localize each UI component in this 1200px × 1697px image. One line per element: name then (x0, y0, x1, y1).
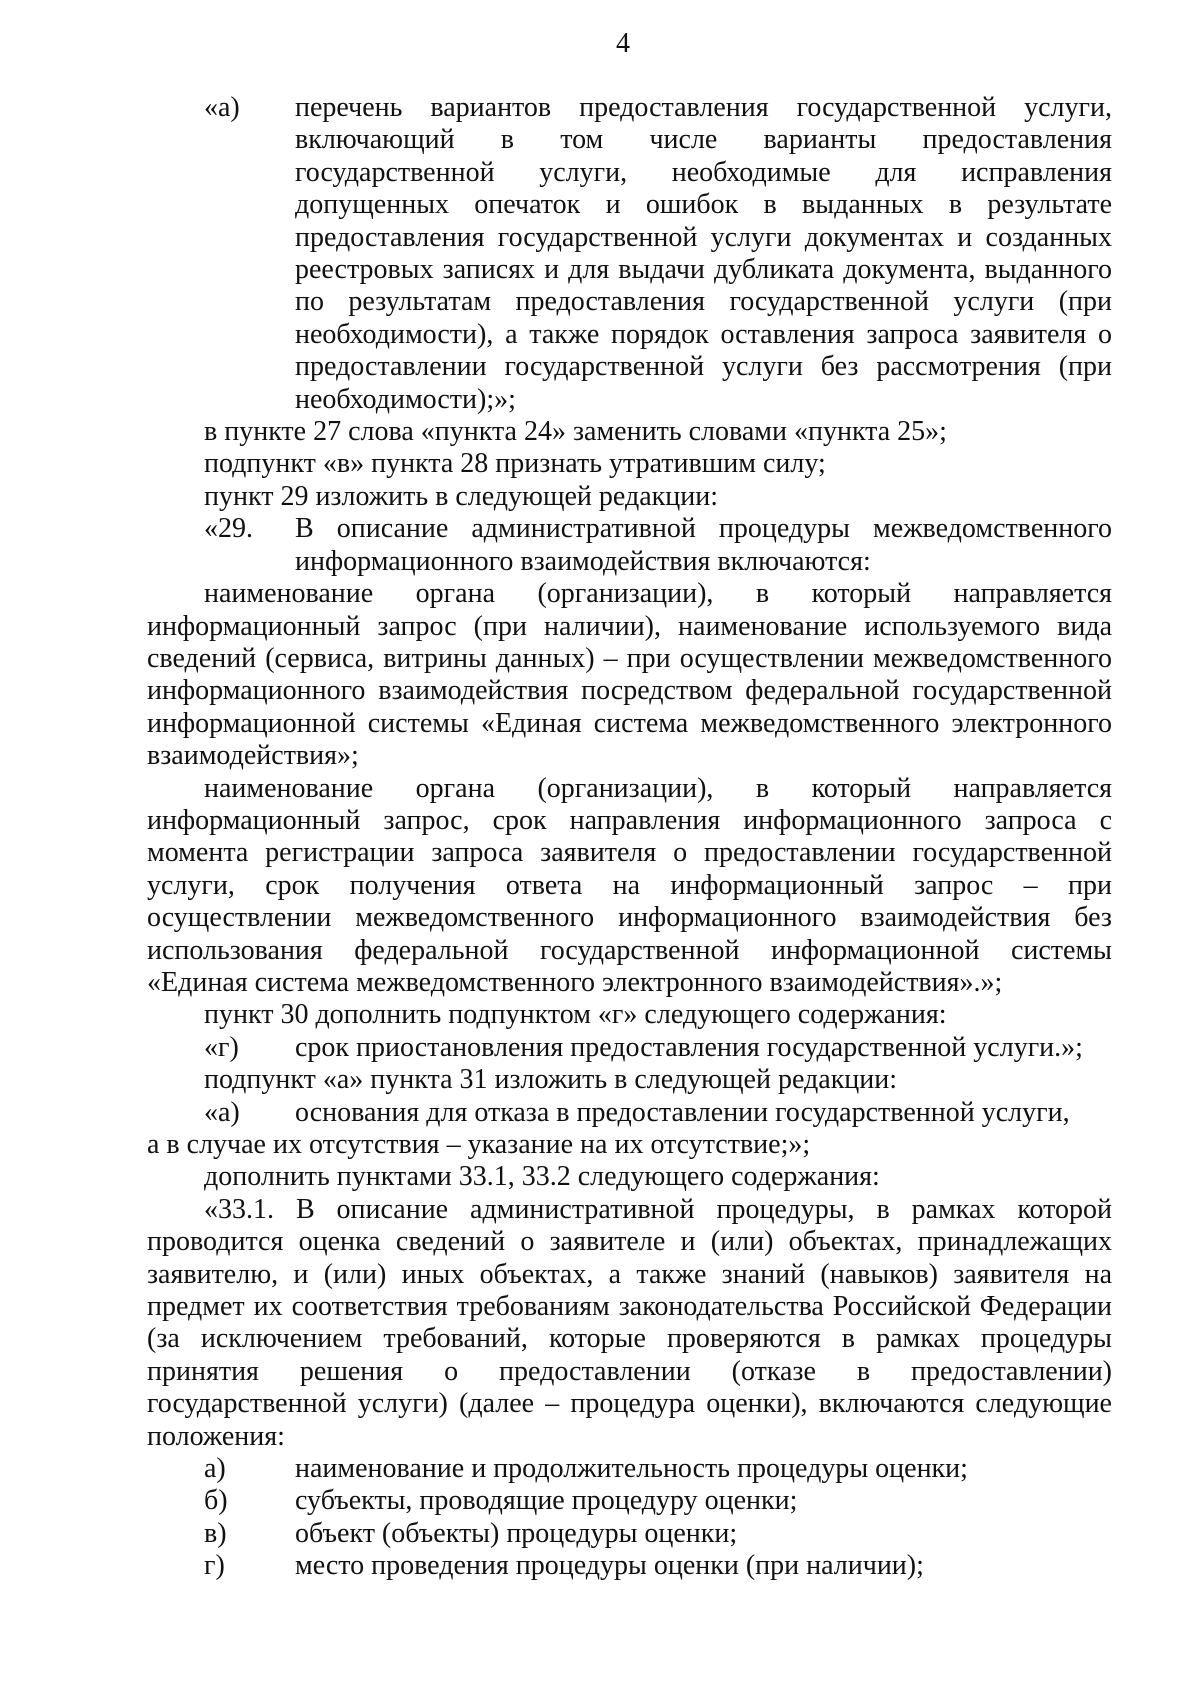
list-marker: г) (204, 1550, 225, 1582)
subitem-a-refusal-grounds (147, 1097, 1112, 1129)
document-body (147, 92, 1112, 1583)
subitem-text: срок приостановления предоставления государственной услуги.»; (295, 1031, 1083, 1063)
paragraph-item-27: в пункте 27 слова «пункта 24» заменить словами «пункта 25»; (204, 416, 947, 448)
item-text: В описание административной процедуры межведомственного информационного взаимодействия включаются: (295, 513, 1112, 577)
subitem-marker: «а) (204, 1096, 240, 1128)
subitem-marker: «а) (204, 92, 240, 123)
paragraph-item-31-intro: подпункт «а» пункта 31 изложить в следующей редакции: (204, 1064, 898, 1096)
paragraph-item-30-intro: пункт 30 дополнить подпунктом «г» следующего содержания: (204, 999, 947, 1031)
paragraph-item-28: подпункт «в» пункта 28 признать утратившим силу; (204, 448, 826, 480)
list-marker: в) (204, 1517, 227, 1549)
item-29-heading (147, 513, 1112, 578)
item-marker: «29. (204, 513, 253, 545)
list-item (147, 1485, 1112, 1517)
paragraph-items-33-intro: дополнить пунктами 33.1, 33.2 следующего содержания: (204, 1161, 880, 1193)
subitem-marker: «г) (204, 1031, 239, 1063)
paragraph-item-33-1: «33.1. В описание административной процедуры, в рамках которой проводится оценка сведений о заявителе и (или) объектах, принадлежащих заявителю, и (или) иных объектах, а также знаний (навыков) заявителя на предмет их соответствия требованиям законодательства Российской Федерации (за исключением требований, которые проверяются в рамках процедуры принятия решения о предоставлении (отказе в предоставлении) государственной услуги) (далее – процедура оценки), включаются следующие положения: (147, 1193, 1112, 1452)
subitem-a-refusal-continuation: а в случае их отсутствия – указание на их отсутствие;»; (147, 1129, 811, 1160)
paragraph-item-29-intro: пункт 29 изложить в следующей редакции: (204, 480, 718, 512)
list-text: субъекты, проводящие процедуру оценки; (295, 1485, 798, 1517)
list-text: место проведения процедуры оценки (при наличии); (295, 1550, 924, 1582)
paragraph-29-without-smev: наименование органа (организации), в который направляется информационный запрос, срок направления информационного запроса с момента регистрации запроса заявителя о предоставлении государственной услуги, срок получения ответа на информационный запрос – при осуществлении межведомственного информационного взаимодействия без использования федеральной государственной информационной системы «Единая система межведомственного электронного взаимодействия».»; (147, 772, 1112, 998)
subitem-g-suspension (147, 1032, 1112, 1064)
subitem-text: перечень вариантов предоставления государственной услуги, включающий в том числе варианты предоставления государственной услуги, необходимые для исправления допущенных опечаток и ошибок в выданных в результате предоставления государственной услуги документах и созданных реестровых записях и для выдачи дубликата документа, выданного по результатам предоставления государственной услуги (при необходимости), а также порядок оставления запроса заявителя о предоставлении государственной услуги без рассмотрения (при необходимости);»; (295, 92, 1112, 415)
list-marker: а) (204, 1453, 226, 1485)
list-item (147, 1518, 1112, 1550)
paragraph-29-smev: наименование органа (организации), в который направляется информационный запрос (при наличии), наименование используемого вида сведений (сервиса, витрины данных) – при осуществлении межведомственного информационного взаимодействия посредством федеральной государственной информационной системы «Единая система межведомственного электронного взаимодействия»; (147, 578, 1112, 772)
list-item (147, 1453, 1112, 1485)
list-text: наименование и продолжительность процедуры оценки; (295, 1453, 968, 1485)
page-number: 4 (616, 28, 630, 59)
list-text: объект (объекты) процедуры оценки; (295, 1517, 738, 1549)
subitem-a-list-of-variants (147, 92, 1112, 416)
list-marker: б) (204, 1485, 228, 1517)
list-item (147, 1550, 1112, 1582)
subitem-text: основания для отказа в предоставлении государственной услуги, (295, 1096, 1070, 1128)
